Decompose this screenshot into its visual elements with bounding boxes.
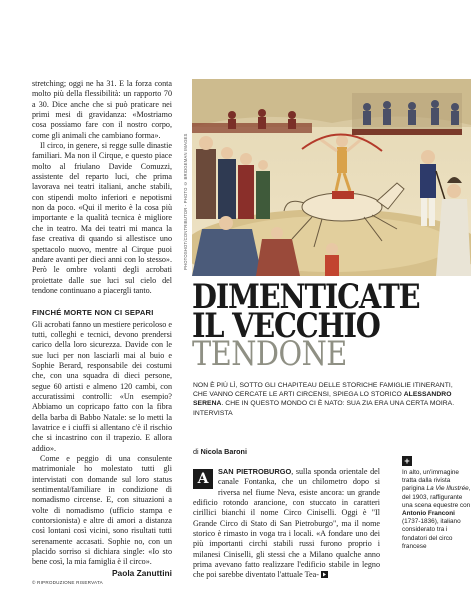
headline-line-1: DIMENTICATE bbox=[192, 277, 420, 316]
caption-text: In alto, un'immagine tratta dalla rivista parigina bbox=[402, 469, 459, 493]
author-signature: Paola Zanuttini bbox=[111, 567, 172, 578]
paragraph: Come e peggio di una consulente matrimoniale ho molestato tutti gli intervistati con domande sul loro status sentimental/familiare in condizione di nomadismo circense. E, con situazioni a volte di nomadismo (ufficio stampa e contorsionista) e altre di amori a distanza così lontani così vicini, sono risultati tutti serenamente accasati. Sophie no, con un placido sorriso si dichiara single: «Io sto bene così, la mia famiglia è il circo». bbox=[32, 454, 172, 567]
paragraph: Gli acrobati fanno un mestiere pericoloso e tutti, colleghi e tecnici, devono prendersi carico della loro sicurezza. Davide con le sue luci per non lasciarli mai al buio e Sophie Berard, responsabile dei costumi che, con una squadra di dieci persone, segue 60 artisti e almeno 120 cambi, con accuratissimi controlli: «Un esempio? Abbiamo un copricapo fatto con la fibra della barba di Babbo Natale: se lo metti la lavatrice e i ciuffi si allentano c'è il rischio che si incastrino con il trapezio. E allora addio». bbox=[32, 319, 172, 453]
deck-interviewee: ALESSANDRO SERENA bbox=[193, 391, 452, 408]
byline-prefix: di bbox=[193, 447, 199, 456]
headline-line-3: TENDONE bbox=[192, 334, 347, 373]
headline bbox=[192, 277, 432, 373]
section-subhead: FINCHÉ MORTE NON CI SEPARI bbox=[32, 308, 154, 318]
body-lead-in: SAN PIETROBURGO bbox=[218, 467, 292, 476]
deck-text: NON È PIÙ LÌ, SOTTO GLI CHAPITEAU DELLE STORICHE FAMIGLIE ITINERANTI, CHE VANNO CERCATE LE ARTI CIRCENSI, SPIEGA LO STORICO bbox=[193, 382, 453, 399]
circus-illustration-drawing bbox=[192, 79, 471, 276]
copyright-notice: © RIPRODUZIONE RISERVATA bbox=[32, 580, 103, 585]
caption-text: (1737-1836), italiano considerato tra i fondatori del circo francese bbox=[402, 518, 461, 550]
body-paragraph: , sulla sponda orientale del canale Fontanka, che un chilometro dopo si riversa nel fiume Neva, esiste ancora: un grande edificio rotondo arancione, con stuccato in caratteri cirillici bianchi il nome Circo Ciniselli. Oggi è "Il Grande Circo di Stato di San Pietroburgo", ma il nome storico è rimasto in voga tra i locali. «A fondare uno dei più importanti circhi stabili russi furono proprio i milanesi Ciniselli, gli stessi che a Milano qualche anno prima avevano fatto realizzare l'edificio stabile in legno che poi sarebbe diventato l'attuale Tea- bbox=[193, 467, 380, 580]
byline-author: Nicola Baroni bbox=[200, 447, 247, 456]
continue-arrow-icon bbox=[321, 571, 328, 578]
caption-artist: Antonio Franconi bbox=[402, 510, 455, 518]
deck-text-end: . CHE IN QUESTO MONDO CI È NATO: SUA ZIA ERA UNA CERTA MOIRA. INTERVISTA bbox=[193, 400, 455, 417]
drop-cap: A bbox=[193, 469, 213, 489]
headline-line-2: IL VECCHIO bbox=[192, 305, 380, 345]
plus-icon: + bbox=[402, 456, 412, 466]
article-body bbox=[193, 467, 380, 581]
photo-caption bbox=[402, 456, 471, 551]
caption-text: , del 1903, raffigurante una scena equestre con bbox=[402, 485, 471, 509]
paragraph: Il circo, in genere, si regge sulle dinastie familiari. Ma non il Cirque, e questo piace molto al friulano Davide Comuzzi, assistente del reparto luci, che prima lavorava nei teatri italiani, anche stabili, con stipendi molto inferiori e nepotismi non da poco. «Qui il merito è la cosa più importante e la qualità tecnica è migliore che in teatro. Ma dei teatri mi manca la fase creativa di quando si allestisce uno spettacolo nuovo, mentre al Cirque puoi andare avanti per dieci anni con lo stesso». Però le ombre volanti degli acrobati proiettate dalle sue luci sul cielo del tendone continuano a piacergli tanto. bbox=[32, 141, 172, 295]
left-column-text bbox=[32, 79, 172, 578]
byline bbox=[193, 447, 247, 456]
article-deck bbox=[193, 381, 468, 418]
caption-magazine: La Vie Illustrée bbox=[426, 485, 469, 493]
paragraph: stretching; oggi ne ha 31. E la forza conta molto più della flessibilità: un rapporto 70 a 30. Dice anche che si può praticare nei primi mesi di gravidanza: «Mostriamo cosa possiamo fare con il nostro corpo, come gli animali che cambiano forma». bbox=[32, 79, 172, 140]
photo-credit: PHOTOSHOT/CONTRIBUTOR - PHOTO © BRIDGEMAN IMAGES bbox=[183, 133, 188, 270]
circus-illustration bbox=[192, 79, 471, 276]
